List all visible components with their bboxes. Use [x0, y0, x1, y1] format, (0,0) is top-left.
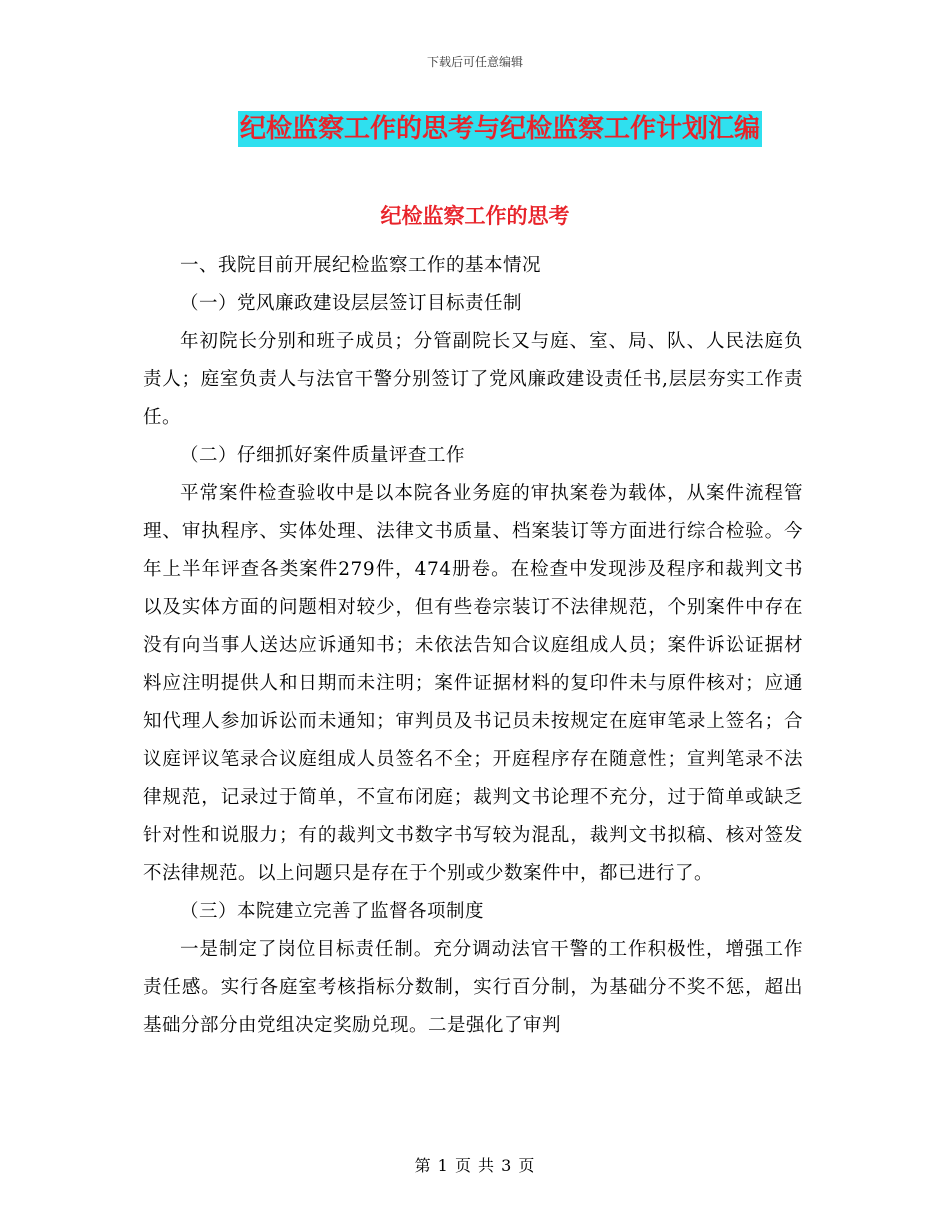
subheading-2: （二）仔细抓好案件质量评查工作: [180, 445, 466, 466]
paragraph-3: 一是制定了岗位目标责任制。充分调动法官干警的工作积极性，增强工作责任感。实行各庭室考核指标分数制，实行百分制，为基础分不奖不惩，超出基础分部分由党组决定奖励兑现。二是强化了审判: [143, 939, 803, 1036]
document-body: [143, 247, 803, 1045]
subheading-3: （三）本院建立完善了监督各项制度: [180, 901, 485, 922]
document-title: 纪检监察工作的思考与纪检监察工作计划汇编: [238, 111, 762, 147]
paragraph-2: 平常案件检查验收中是以本院各业务庭的审执案卷为载体，从案件流程管理、审执程序、实体处理、法律文书质量、档案装订等方面进行综合检验。今年上半年评查各类案件279件，474册卷。在检查中发现涉及程序和裁判文书以及实体方面的问题相对较少，但有些卷宗装订不法律规范，个别案件中存在没有向当事人送达应诉通知书；未依法告知合议庭组成人员；案件诉讼证据材料应注明提供人和日期而未注明；案件证据材料的复印件未与原件核对；应通知代理人参加诉讼而未通知；审判员及书记员未按规定在庭审笔录上签名；合议庭评议笔录合议庭组成人员签名不全；开庭程序存在随意性；宣判笔录不法律规范，记录过于简单，不宣布闭庭；裁判文书论理不充分，过于简单或缺乏针对性和说服力；有的裁判文书数字书写较为混乱，裁判文书拟稿、核对签发不法律规范。以上问题只是存在于个别或少数案件中，都已进行了。: [143, 483, 803, 884]
heading-basic-situation: 一、我院目前开展纪检监察工作的基本情况: [180, 255, 542, 276]
header-note: 下载后可任意编辑: [426, 55, 523, 69]
document-title-wrapper: [0, 111, 950, 147]
paragraph-1: 年初院长分别和班子成员；分管副院长又与庭、室、局、队、人民法庭负责人；庭室负责人与法官干警分别签订了党风廉政建设责任书,层层夯实工作责任。: [143, 331, 803, 428]
section-title: 纪检监察工作的思考: [380, 204, 570, 228]
subheading-1: （一）党风廉政建设层层签订目标责任制: [180, 293, 523, 314]
page-number-footer: 第 1 页 共 3 页: [414, 1156, 536, 1175]
